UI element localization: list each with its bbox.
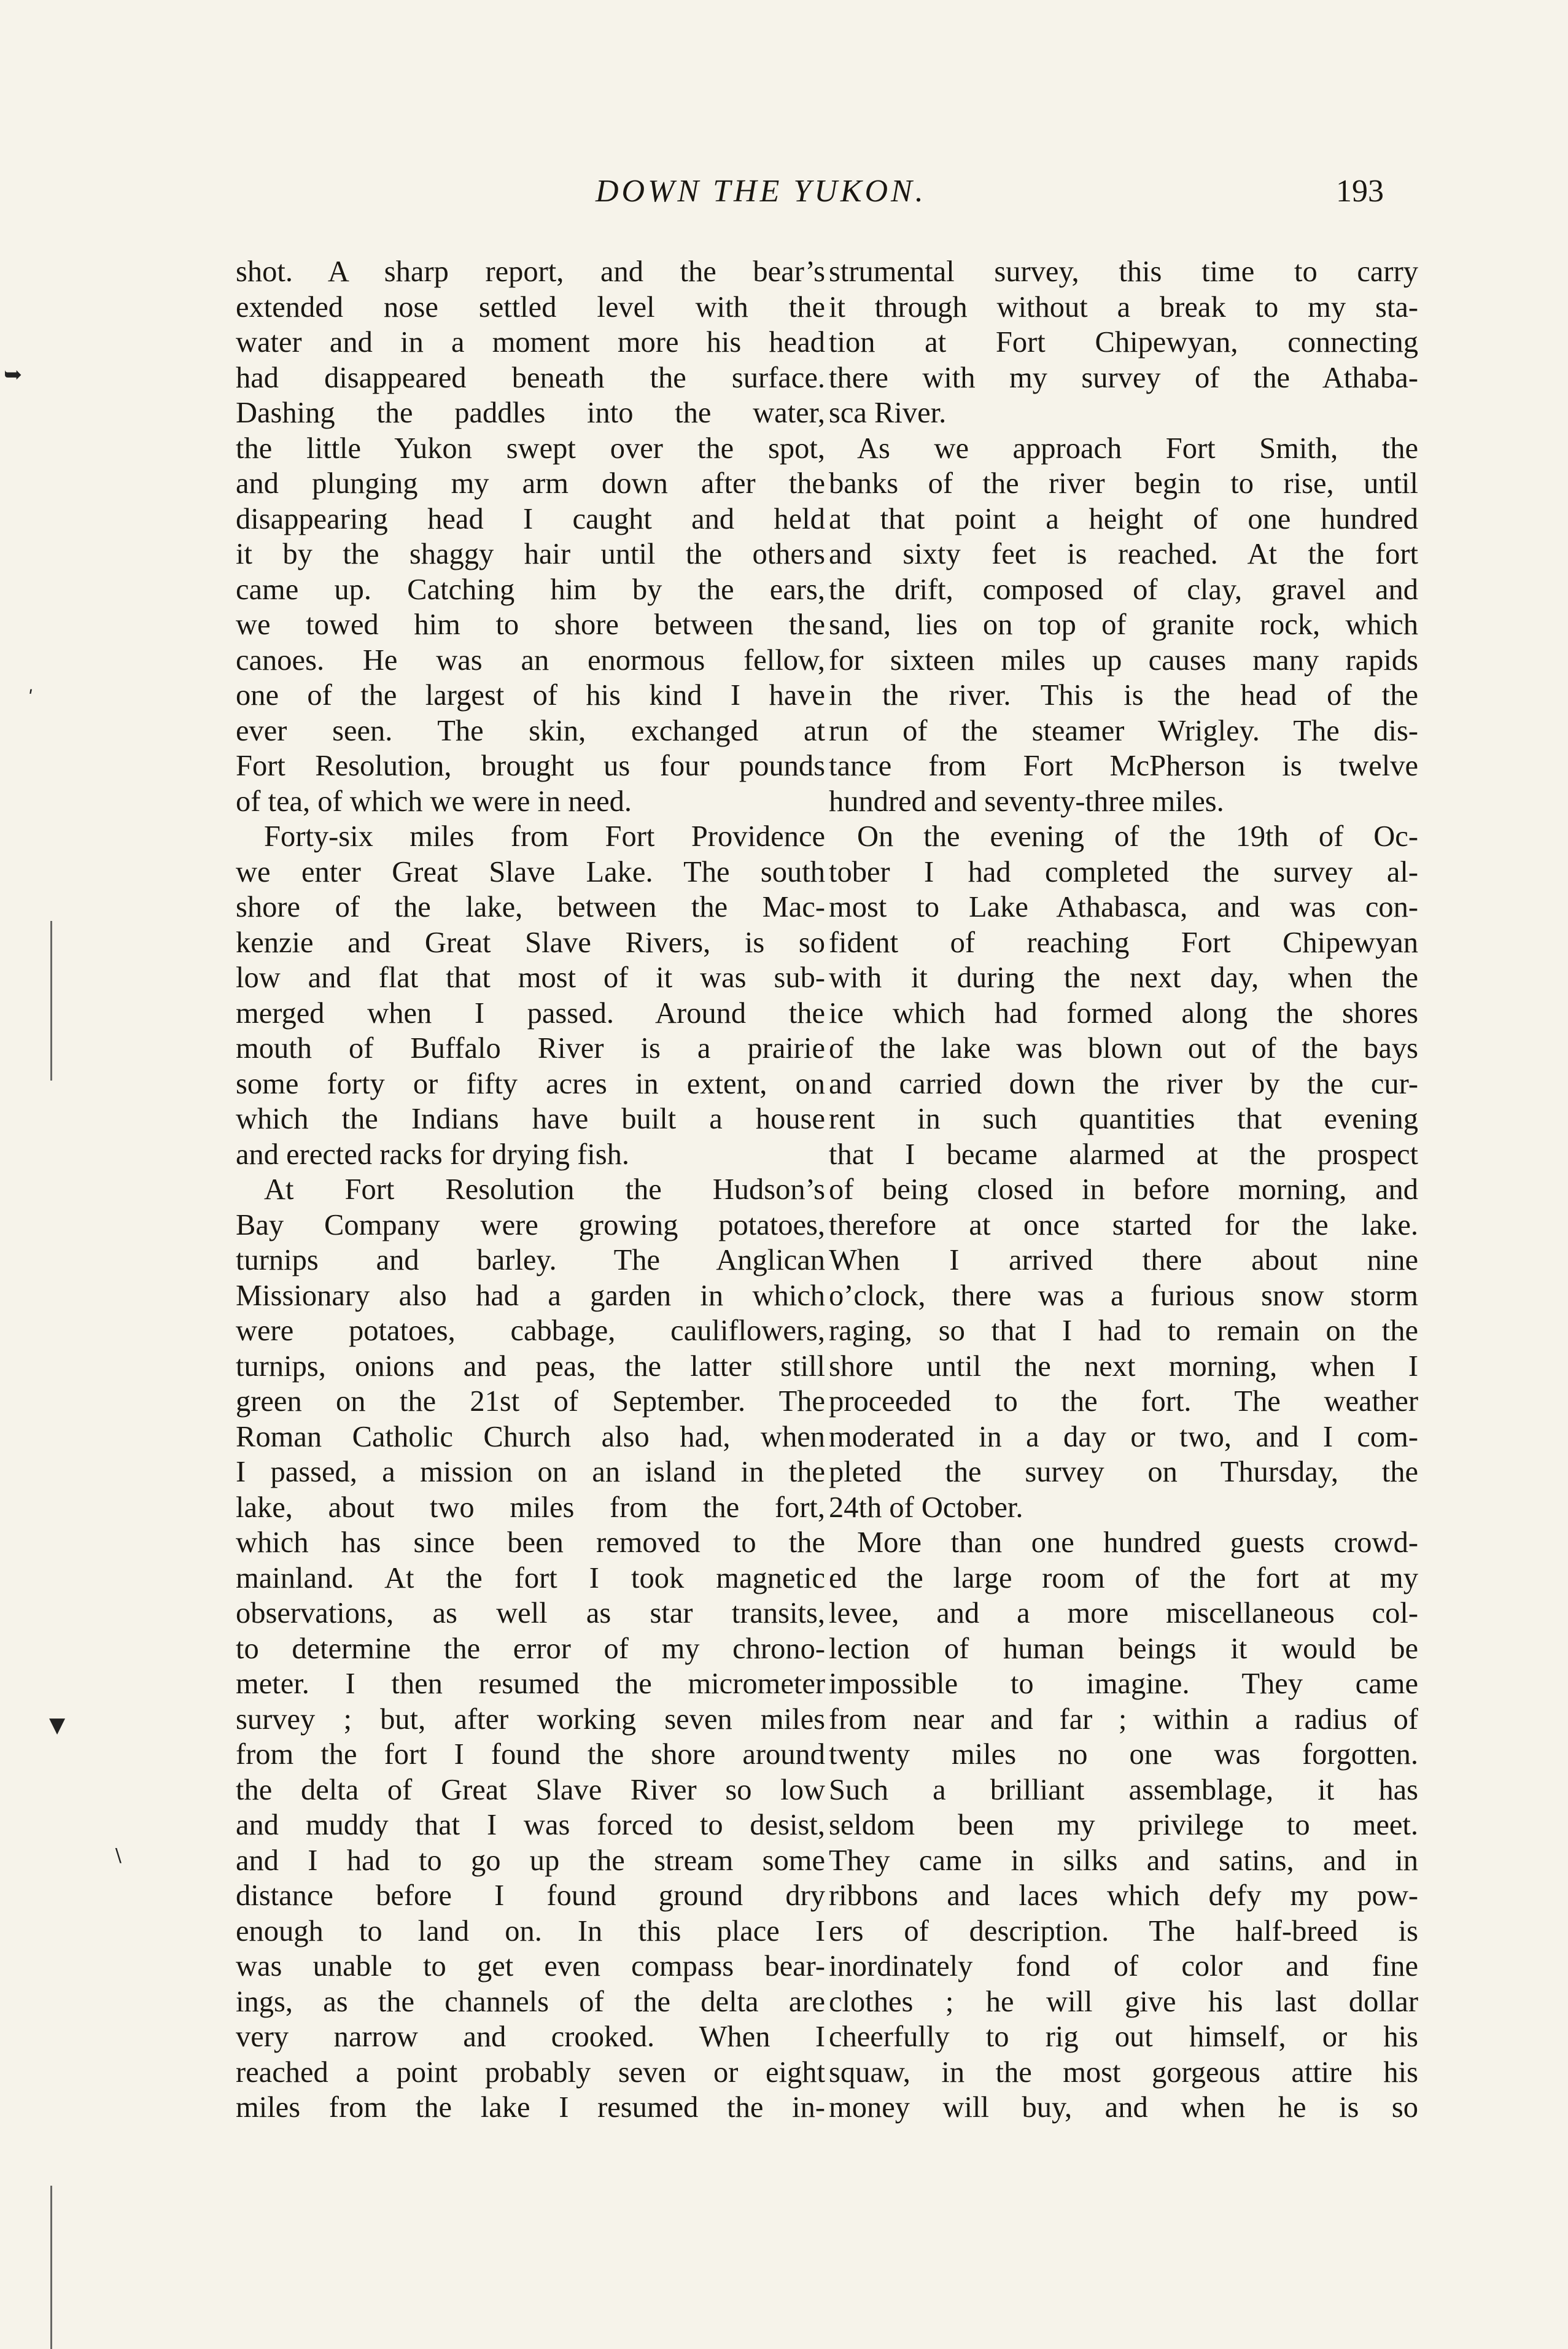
text-line: cheerfully to rig out himself, or his: [829, 2021, 1418, 2053]
text-line: rent in such quantities that evening: [829, 1103, 1418, 1135]
text-line: the drift, composed of clay, gravel and: [829, 573, 1418, 606]
text-line: They came in silks and satins, and in: [829, 1844, 1418, 1877]
margin-mark-dot: ∖: [112, 1846, 124, 1867]
text-line: shore of the lake, between the Mac-: [236, 891, 825, 923]
text-line: More than one hundred guests crowd-: [857, 1526, 1418, 1559]
text-line: meter. I then resumed the micrometer: [236, 1668, 825, 1700]
text-line: On the evening of the 19th of Oc-: [857, 820, 1418, 853]
text-line: banks of the river begin to rise, until: [829, 467, 1418, 500]
text-line: lection of human beings it would be: [829, 1632, 1418, 1665]
margin-mark-tick: ʹ: [28, 688, 34, 709]
text-line: When I arrived there about nine: [829, 1244, 1418, 1276]
text-line: at that point a height of one hundred: [829, 502, 1418, 535]
text-line: enough to land on. In this place I: [236, 1914, 825, 1947]
text-line: reached a point probably seven or eight: [236, 2056, 825, 2089]
text-line: most to Lake Athabasca, and was con-: [829, 891, 1418, 923]
text-line: tion at Fort Chipewyan, connecting: [829, 326, 1418, 359]
text-line: of tea, of which we were in need.: [236, 785, 632, 818]
text-line: lake, about two miles from the fort,: [236, 1491, 825, 1524]
right-text-column: [829, 254, 1418, 2126]
text-line: ice which had formed along the shores: [829, 996, 1418, 1030]
text-line: ever seen. The skin, exchanged at: [236, 714, 825, 747]
text-line: levee, and a more miscellaneous col-: [829, 1597, 1418, 1629]
text-line: Fort Resolution, brought us four pounds: [236, 750, 825, 782]
text-line: therefore at once started for the lake.: [829, 1208, 1418, 1241]
text-line: seldom been my privilege to meet.: [829, 1809, 1418, 1841]
text-line: money will buy, and when he is so: [829, 2091, 1418, 2124]
text-line: came up. Catching him by the ears,: [236, 573, 825, 606]
text-line: for sixteen miles up causes many rapids: [829, 643, 1418, 677]
text-line: shot. A sharp report, and the bear’s: [236, 255, 825, 288]
text-line: and plunging my arm down after the: [236, 467, 825, 500]
page-number: 193: [1336, 174, 1384, 209]
text-line: At Fort Resolution the Hudson’s: [264, 1173, 825, 1206]
text-line: ers of description. The half-breed is: [829, 1914, 1418, 1947]
text-line: were potatoes, cabbage, cauliflowers,: [236, 1314, 825, 1347]
text-line: turnips, onions and peas, the latter still: [236, 1349, 825, 1383]
text-line: to determine the error of my chrono-: [236, 1632, 825, 1665]
text-line: there with my survey of the Athaba-: [829, 361, 1418, 394]
text-line: we enter Great Slave Lake. The south: [236, 855, 825, 888]
text-line: had disappeared beneath the surface.: [236, 361, 825, 394]
text-line: inordinately fond of color and fine: [829, 1950, 1418, 1982]
text-line: hundred and seventy-three miles.: [829, 785, 1224, 818]
text-line: sand, lies on top of granite rock, which: [829, 608, 1418, 641]
text-line: from near and far ; within a radius of: [829, 1703, 1418, 1736]
text-line: Missionary also had a garden in which: [236, 1279, 825, 1312]
text-line: twenty miles no one was forgotten.: [829, 1738, 1418, 1771]
text-line: one of the largest of his kind I have: [236, 679, 825, 712]
text-line: I passed, a mission on an island in the: [236, 1456, 825, 1488]
text-line: canoes. He was an enormous fellow,: [236, 643, 825, 677]
text-line: merged when I passed. Around the: [236, 996, 825, 1030]
gutter-rule-upper: [50, 921, 52, 1081]
text-line: Dashing the paddles into the water,: [236, 397, 825, 429]
text-line: shore until the next morning, when I: [829, 1349, 1418, 1383]
text-line: extended nose settled level with the: [236, 290, 825, 324]
text-line: the delta of Great Slave River so low: [236, 1773, 825, 1806]
text-line: 24th of October.: [829, 1491, 1023, 1524]
margin-mark-arrow-mid: ▼: [49, 1713, 66, 1737]
left-text-column: [236, 254, 825, 2126]
text-line: green on the 21st of September. The: [236, 1385, 825, 1418]
text-line: As we approach Fort Smith, the: [857, 432, 1418, 465]
text-line: and carried down the river by the cur-: [829, 1067, 1418, 1100]
text-line: it by the shaggy hair until the others: [236, 538, 825, 570]
text-line: mouth of Buffalo River is a prairie: [236, 1032, 825, 1065]
text-line: with it during the next day, when the: [829, 961, 1418, 994]
text-line: in the river. This is the head of the: [829, 679, 1418, 712]
text-line: which has since been removed to the: [236, 1526, 825, 1559]
text-line: turnips and barley. The Anglican: [236, 1244, 825, 1276]
text-line: which the Indians have built a house: [236, 1103, 825, 1135]
text-line: of being closed in before morning, and: [829, 1173, 1418, 1206]
text-line: tober I had completed the survey al-: [829, 855, 1418, 888]
text-line: moderated in a day or two, and I com-: [829, 1420, 1418, 1453]
text-line: ribbons and laces which defy my pow-: [829, 1879, 1418, 1912]
text-line: raging, so that I had to remain on the: [829, 1314, 1418, 1347]
margin-mark-arrow-top: ➥: [4, 362, 23, 387]
text-line: survey ; but, after working seven miles: [236, 1703, 825, 1736]
text-line: Roman Catholic Church also had, when: [236, 1420, 825, 1453]
text-line: proceeded to the fort. The weather: [829, 1385, 1418, 1418]
text-line: low and flat that most of it was sub-: [236, 961, 825, 994]
text-line: Forty-six miles from Fort Providence: [264, 820, 825, 853]
text-line: ed the large room of the fort at my: [829, 1561, 1418, 1594]
text-line: Bay Company were growing potatoes,: [236, 1208, 825, 1241]
text-line: squaw, in the most gorgeous attire his: [829, 2056, 1418, 2089]
text-line: very narrow and crooked. When I: [236, 2021, 825, 2053]
text-line: that I became alarmed at the prospect: [829, 1138, 1418, 1171]
text-line: run of the steamer Wrigley. The dis-: [829, 714, 1418, 747]
text-line: it through without a break to my sta-: [829, 290, 1418, 324]
text-line: mainland. At the fort I took magnetic: [236, 1561, 825, 1594]
text-line: and erected racks for drying fish.: [236, 1138, 630, 1171]
text-line: the little Yukon swept over the spot,: [236, 432, 825, 465]
text-line: fident of reaching Fort Chipewyan: [829, 926, 1418, 959]
text-line: we towed him to shore between the: [236, 608, 825, 641]
text-line: was unable to get even compass bear-: [236, 1950, 825, 1982]
text-line: disappearing head I caught and held: [236, 502, 825, 535]
text-line: strumental survey, this time to carry: [829, 255, 1418, 288]
text-line: o’clock, there was a furious snow storm: [829, 1279, 1418, 1312]
running-title: DOWN THE YUKON.: [596, 174, 926, 209]
text-line: sca River.: [829, 397, 947, 429]
text-line: pleted the survey on Thursday, the: [829, 1456, 1418, 1488]
text-line: of the lake was blown out of the bays: [829, 1032, 1418, 1065]
text-line: from the fort I found the shore around: [236, 1738, 825, 1771]
text-line: clothes ; he will give his last dollar: [829, 1985, 1418, 2018]
text-line: impossible to imagine. They came: [829, 1668, 1418, 1700]
text-line: water and in a moment more his head: [236, 326, 825, 359]
gutter-rule-lower: [50, 2186, 52, 2349]
text-line: miles from the lake I resumed the in-: [236, 2091, 825, 2124]
text-line: tance from Fort McPherson is twelve: [829, 750, 1418, 782]
text-line: and sixty feet is reached. At the fort: [829, 538, 1418, 570]
text-line: and muddy that I was forced to desist,: [236, 1809, 825, 1841]
running-head: [0, 173, 1568, 222]
text-line: and I had to go up the stream some: [236, 1844, 825, 1877]
text-line: some forty or fifty acres in extent, on: [236, 1067, 825, 1100]
text-line: observations, as well as star transits,: [236, 1597, 825, 1629]
text-line: kenzie and Great Slave Rivers, is so: [236, 926, 825, 959]
text-line: distance before I found ground dry: [236, 1879, 825, 1912]
text-line: ings, as the channels of the delta are: [236, 1985, 825, 2018]
text-line: Such a brilliant assemblage, it has: [829, 1773, 1418, 1806]
